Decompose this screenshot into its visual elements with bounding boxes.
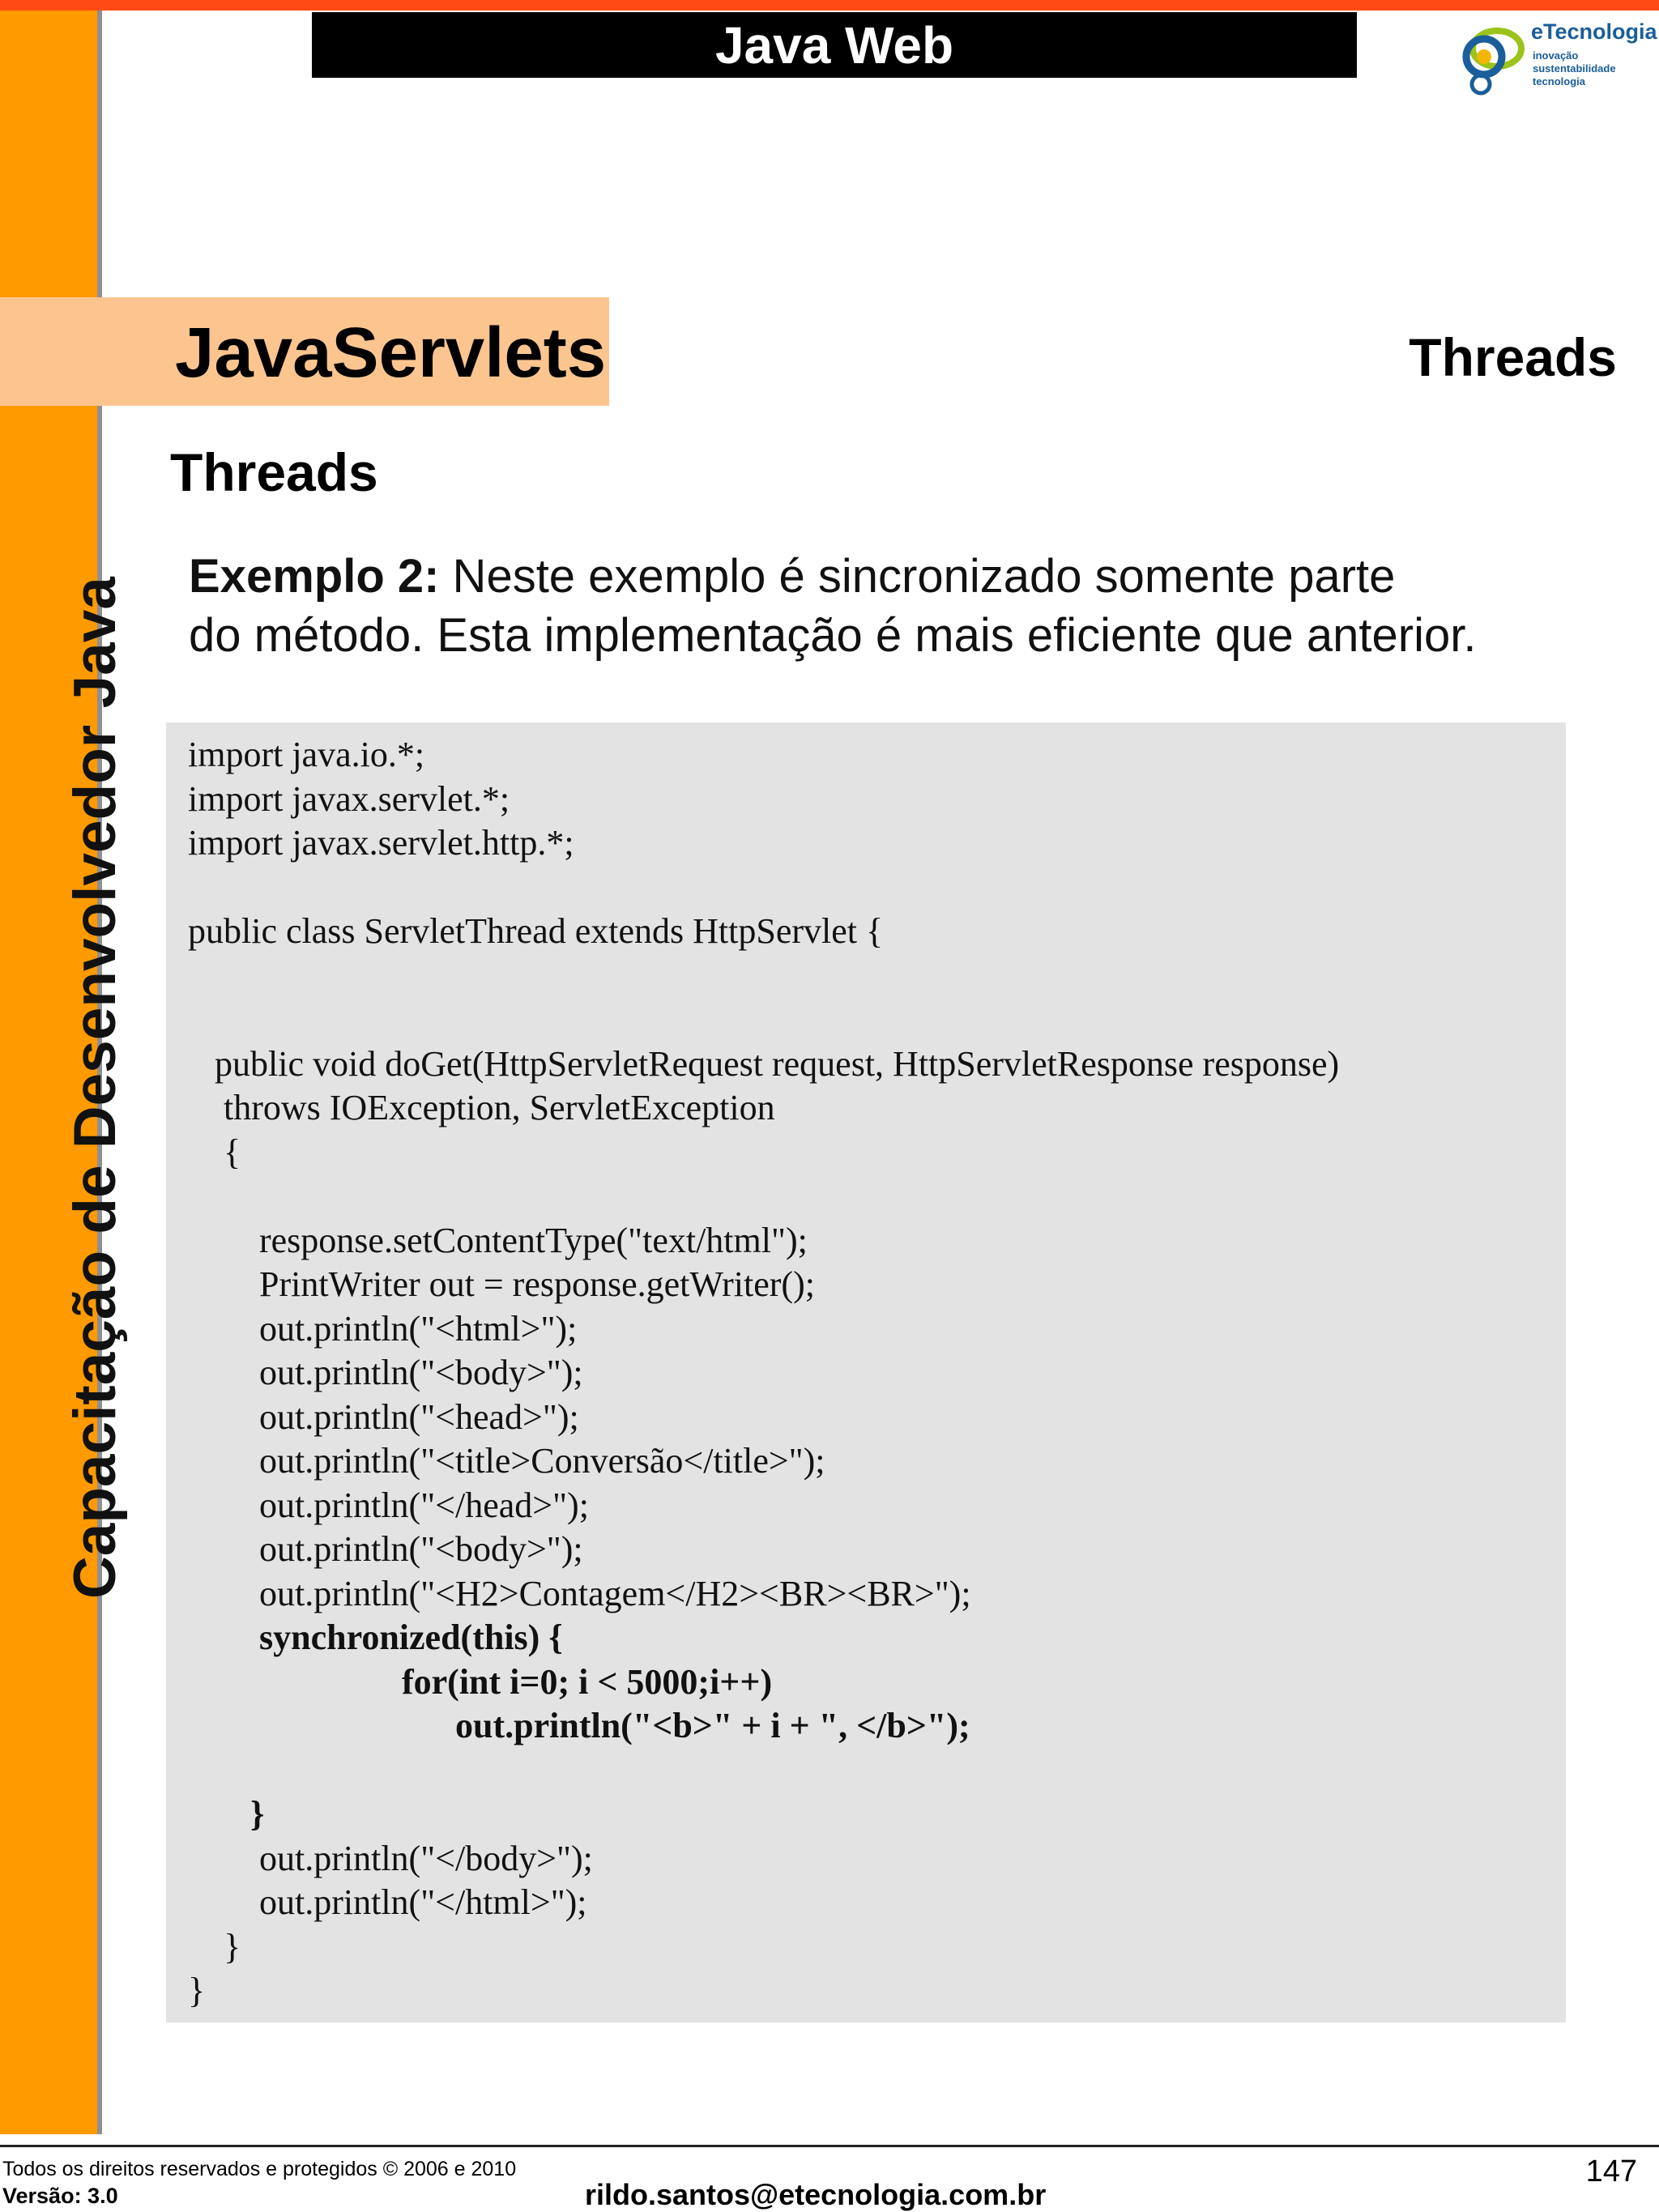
header-title: Java Web: [714, 15, 954, 75]
example-intro: [189, 547, 1614, 665]
code-line: import java.io.*;: [188, 735, 425, 774]
code-line: PrintWriter out = response.getWriter();: [188, 1264, 815, 1304]
logo-tagline-technology: tecnologia: [1533, 75, 1586, 87]
code-line: }: [188, 1794, 265, 1834]
code-line: [188, 1174, 1339, 1219]
code-line: import javax.servlet.*;: [188, 778, 510, 819]
top-accent-strip: [0, 0, 1659, 11]
footer-version: Versão: 3.0: [2, 2184, 118, 2208]
logo-rings-icon: [1450, 16, 1531, 97]
code-line: out.println("<b>" + i + ", </b>");: [188, 1706, 970, 1745]
logo-tagline-sustainability: sustentabilidade: [1533, 62, 1616, 75]
code-line: out.println("<title>Conversão</title>");: [188, 1441, 825, 1481]
code-line: [188, 866, 1339, 910]
page-number: 147: [1585, 2154, 1637, 2189]
logo-brand: eTecnologia: [1531, 19, 1657, 44]
code-line: for(int i=0; i < 5000;i++): [188, 1661, 773, 1702]
section-topic: Threads: [1409, 327, 1617, 387]
footer-email: rildo.santos@etecnologia.com.br: [585, 2178, 1047, 2211]
code-line: out.println("<H2>Contagem</H2><BR><BR>");: [188, 1573, 971, 1613]
code-line: out.println("<body>");: [188, 1529, 583, 1569]
code-line: [188, 1749, 1339, 1793]
code-line: [188, 954, 1339, 999]
sidebar-title: Capacitação de Desenvolvedor Java: [62, 577, 128, 1599]
code-line: [188, 998, 1339, 1042]
code-line: out.println("</head>");: [188, 1485, 589, 1525]
code-line: out.println("<head>");: [188, 1396, 579, 1437]
etecnologia-logo: [1450, 16, 1659, 97]
code-line: }: [188, 1926, 241, 1967]
code-line: out.println("<html>");: [188, 1308, 578, 1349]
code-line: out.println("</body>");: [188, 1838, 593, 1878]
code-line: out.println("</html>");: [188, 1882, 587, 1922]
intro-line-2: do método. Esta implementação é mais eficiente que anterior.: [189, 609, 1477, 662]
footer-copyright: Todos os direitos reservados e protegidos © 2006 e 2010: [2, 2158, 517, 2180]
code-line: out.println("<body>");: [188, 1353, 583, 1392]
code-line: public class ServletThread extends HttpServlet {: [188, 911, 884, 951]
code-line: throws IOException, ServletException: [188, 1088, 775, 1127]
section-title: JavaServlets: [175, 313, 607, 392]
logo-tagline-innovation: inovação: [1533, 49, 1579, 62]
code-line: import javax.servlet.http.*;: [188, 823, 574, 863]
code-block: [188, 733, 1339, 2014]
code-line: response.setContentType("text/html");: [188, 1220, 808, 1260]
code-line: }: [188, 1971, 206, 2010]
example-label: Exemplo 2:: [189, 550, 440, 603]
code-line: {: [188, 1132, 241, 1172]
intro-line-1: Neste exemplo é sincronizado somente parte: [439, 550, 1396, 603]
code-line: synchronized(this) {: [188, 1617, 563, 1657]
footer-divider: [0, 2145, 1659, 2147]
slide-subheading: Threads: [170, 442, 378, 502]
header-bar: [312, 12, 1357, 78]
code-line: public void doGet(HttpServletRequest request, HttpServletResponse response): [188, 1043, 1340, 1084]
